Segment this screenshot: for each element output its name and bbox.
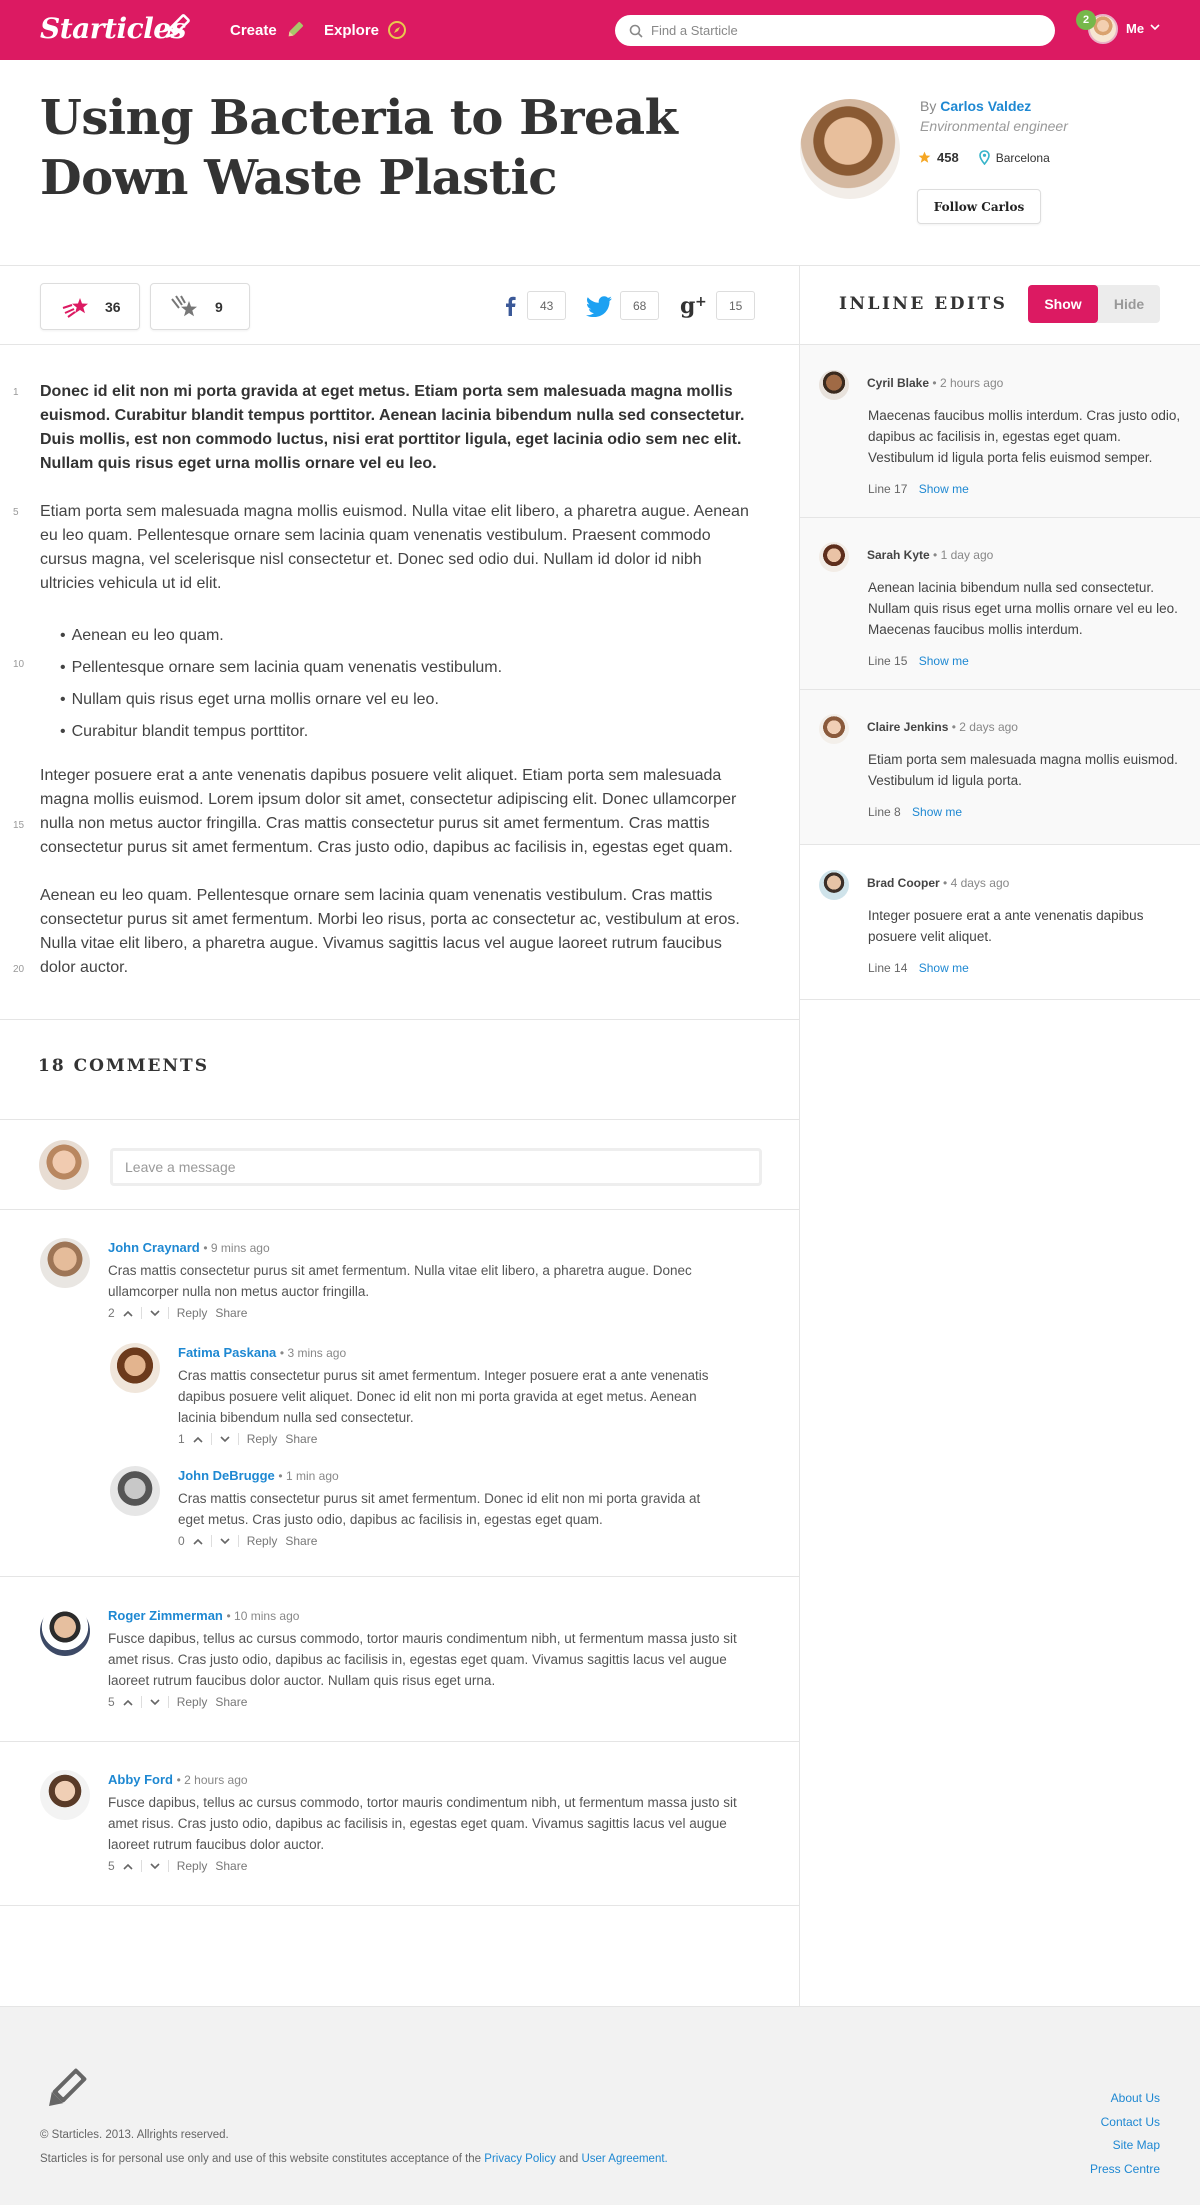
- edit-author: Brad Cooper: [867, 876, 940, 890]
- comments-heading: 18 COMMENTS: [38, 1056, 209, 1076]
- notification-badge[interactable]: 2: [1076, 10, 1096, 30]
- author-role: Environmental engineer: [920, 118, 1068, 134]
- comment-reply: John DeBrugge • 1 min ago Cras mattis consectetur purus sit amet fermentum. Donec id elit non mi porta gravida at eget metus. Cras justo odio, dapibus ac facilisis in, egestas eget quam. 0 Reply Share: [110, 1466, 730, 1551]
- avatar: [39, 1140, 89, 1190]
- facebook-count: 43: [527, 291, 566, 320]
- star-count: 36: [105, 298, 121, 315]
- edit-author: Sarah Kyte: [867, 548, 930, 562]
- comment-author-link[interactable]: John Craynard: [108, 1240, 200, 1255]
- logo[interactable]: Starticles: [40, 12, 186, 45]
- chevron-down-icon[interactable]: [150, 1699, 160, 1706]
- footer: [0, 2006, 1200, 2205]
- avatar[interactable]: [40, 1238, 90, 1288]
- facebook-icon: [501, 295, 521, 317]
- comment: John Craynard • 9 mins ago Cras mattis consectetur purus sit amet fermentum. Nulla vitae elit libero, a pharetra augue. Donec ullamcorper nulla non metus auctor fringilla. 2 Reply Share: [40, 1238, 760, 1318]
- svg-text:+: +: [695, 293, 707, 310]
- falling-star-icon: [171, 295, 201, 319]
- article-paragraph: Etiam porta sem malesuada magna mollis euismod. Nulla vitae elit libero, a pharetra augue. Aenean eu leo quam. Pellentesque ornare sem lacinia quam venenatis vestibulum. Praesent commodo cursus magna, vel scelerisque nisl consectetur et. Donec sed odio dui. Nullam id dolor id nibh ultricies vehicula ut id elit.: [40, 503, 749, 592]
- chevron-up-icon[interactable]: [193, 1538, 203, 1545]
- top-navbar: [0, 0, 1200, 60]
- avatar[interactable]: [110, 1466, 160, 1516]
- edit-line: Line 8: [868, 805, 901, 819]
- footer-link-press[interactable]: Press Centre: [1089, 2161, 1160, 2176]
- edit-time: 2 days ago: [959, 720, 1018, 734]
- comment-input[interactable]: [110, 1148, 762, 1186]
- reply-button[interactable]: Reply: [246, 1534, 278, 1548]
- user-menu[interactable]: [1076, 10, 1166, 48]
- googleplus-icon: [680, 294, 710, 318]
- facebook-share[interactable]: [501, 291, 566, 320]
- vote-count: 1: [178, 1432, 185, 1446]
- reply-button[interactable]: Reply: [246, 1432, 278, 1446]
- twitter-icon: [586, 295, 614, 317]
- inline-edit-item: Claire Jenkins • 2 days ago Etiam porta sem malesuada magna mollis euismod. Vestibulum id ligula porta. Line 8 Show me: [800, 690, 1200, 845]
- divider: [0, 1905, 800, 1906]
- avatar[interactable]: [819, 542, 849, 572]
- footer-link-about[interactable]: About Us: [1110, 2091, 1160, 2105]
- divider: [0, 1119, 800, 1120]
- comment-text: Cras mattis consectetur purus sit amet fermentum. Nulla vitae elit libero, a pharetra augue. Donec ullamcorper nulla non metus auctor fringilla.: [108, 1263, 692, 1299]
- chevron-down-icon[interactable]: [220, 1436, 230, 1443]
- comment-text: Fusce dapibus, tellus ac cursus commodo, tortor mauris condimentum nibh, ut fermentum massa justo sit amet risus. Cras justo odio, dapibus ac facilisis in, egestas eget quam. Vivamus sagittis lacus vel augue laoreet rutrum faucibus dolor auctor. Nullam quis risus eget urna.: [108, 1631, 737, 1688]
- vote-count: 5: [108, 1859, 115, 1873]
- list-item: • Pellentesque ornare sem lacinia quam venenatis vestibulum.: [60, 652, 502, 684]
- show-me-link[interactable]: Show me: [912, 805, 963, 819]
- comment-actions: [178, 1534, 317, 1548]
- footer-links: [1090, 2087, 1160, 2181]
- edit-time: 2 hours ago: [939, 376, 1004, 390]
- comment-actions: [178, 1432, 317, 1446]
- comment-reply: Fatima Paskana • 3 mins ago Cras mattis consectetur purus sit amet fermentum. Integer posuere erat a ante venenatis dapibus posuere velit aliquet. Donec id elit non mi porta gravida at eget metus. Aenean lacinia bibendum nulla sed consectetur. 1 Reply Share: [110, 1343, 730, 1448]
- article-paragraph: Aenean eu leo quam. Pellentesque ornare sem lacinia quam venenatis vestibulum. Cras mattis consectetur purus sit amet fermentum. Morbi leo risus, porta ac consectetur ac, vestibulum at eros. Nulla vitae elit libero, a pharetra augue. Vivamus sagittis lacus vel augue laoreet rutrum faucibus dolor auctor.: [40, 887, 740, 976]
- chevron-up-icon[interactable]: [123, 1699, 133, 1706]
- reply-button[interactable]: Reply: [176, 1695, 208, 1709]
- avatar[interactable]: [819, 870, 849, 900]
- list-item: • Aenean eu leo quam.: [60, 620, 502, 652]
- article-paragraph: Integer posuere erat a ante venenatis dapibus posuere velit aliquet. Etiam porta sem malesuada magna mollis euismod. Lorem ipsum dolor sit amet, consectetur adipiscing elit. Donec ullamcorper nulla non metus auctor fringilla. Cras mattis consectetur purus sit amet fermentum. Cras mattis consectetur purus sit amet fermentum. Cras justo odio, dapibus ac facilisis in, egestas eget quam.: [40, 767, 737, 856]
- comment-time: 10 mins ago: [234, 1609, 300, 1623]
- edit-time: 1 day ago: [940, 548, 994, 562]
- comment-text: Cras mattis consectetur purus sit amet fermentum. Integer posuere erat a ante venenatis dapibus posuere velit aliquet. Donec id elit non mi porta gravida at eget metus. Aenean lacinia bibendum nulla sed consectetur.: [178, 1368, 709, 1425]
- avatar[interactable]: [110, 1343, 160, 1393]
- unstar-count: 9: [215, 298, 223, 315]
- edit-text: Integer posuere erat a ante venenatis dapibus posuere velit aliquet.: [868, 908, 1144, 944]
- reply-button[interactable]: Reply: [176, 1859, 208, 1873]
- list-item: • Curabitur blandit tempus porttitor.: [60, 716, 502, 748]
- divider: [0, 1741, 800, 1742]
- comment: Abby Ford • 2 hours ago Fusce dapibus, tellus ac cursus commodo, tortor mauris condimentum nibh, ut fermentum massa justo sit amet risus. Cras justo odio, dapibus ac facilisis in, egestas eget quam. Vivamus sagittis lacus vel augue laoreet rutrum faucibus dolor auctor. 5 Reply Share: [40, 1770, 760, 1865]
- nav-create[interactable]: Create: [230, 20, 305, 40]
- footer-link-contact[interactable]: Contact Us: [1100, 2114, 1160, 2129]
- chevron-up-icon[interactable]: [193, 1436, 203, 1443]
- vote-count: 5: [108, 1695, 115, 1709]
- article-lead-paragraph: Donec id elit non mi porta gravida at eget metus. Etiam porta sem malesuada magna mollis euismod. Curabitur blandit tempus porttitor. Aenean lacinia bibendum nulla sed consectetur. Duis mollis, est non commodo luctus, nisi erat porttitor ligula, eget lacinia odio sem nec elit. Nullam quis risus eget urna mollis ornare vel eu leo.: [40, 383, 745, 472]
- avatar[interactable]: [819, 714, 849, 744]
- user-agreement-link[interactable]: User Agreement.: [581, 2153, 668, 2165]
- shooting-star-icon: [61, 296, 91, 318]
- show-button[interactable]: Show: [1028, 285, 1098, 323]
- inline-edit-item: Cyril Blake • 2 hours ago Maecenas faucibus mollis interdum. Cras justo odio, dapibus ac facilisis in, egestas eget quam. Vestibulum id ligula porta felis euismod semper. Line 17 Show me: [800, 345, 1200, 518]
- line-number: 5: [13, 507, 19, 518]
- author-byline: By Carlos Valdez: [920, 98, 1032, 114]
- unstar-button[interactable]: [150, 283, 250, 330]
- comment-actions: [108, 1859, 247, 1873]
- comment-author-link[interactable]: Abby Ford: [108, 1772, 173, 1787]
- share-button[interactable]: Share: [215, 1695, 248, 1709]
- line-number: 1: [13, 387, 19, 398]
- show-me-link[interactable]: Show me: [918, 654, 969, 668]
- twitter-share[interactable]: [586, 291, 659, 320]
- edit-line: Line 14: [868, 961, 908, 975]
- edit-text: Etiam porta sem malesuada magna mollis euismod. Vestibulum id ligula porta.: [868, 752, 1178, 788]
- avatar[interactable]: [819, 370, 849, 400]
- comment-time: 3 mins ago: [287, 1346, 347, 1360]
- star-icon: [918, 151, 931, 164]
- chevron-down-icon[interactable]: [220, 1538, 230, 1545]
- edit-author: Claire Jenkins: [867, 720, 949, 734]
- divider: [0, 1576, 800, 1577]
- author-meta: [918, 150, 1050, 165]
- googleplus-count: 15: [716, 291, 755, 320]
- star-button[interactable]: [40, 283, 140, 330]
- avatar[interactable]: [40, 1770, 90, 1820]
- divider: [0, 1209, 800, 1210]
- chevron-down-icon[interactable]: [150, 1863, 160, 1870]
- pencil-logo-icon: [40, 2063, 92, 2115]
- footer-link-sitemap[interactable]: Site Map: [1112, 2138, 1160, 2152]
- author-avatar[interactable]: [800, 99, 900, 199]
- privacy-policy-link[interactable]: Privacy Policy: [484, 2153, 556, 2165]
- googleplus-share[interactable]: [680, 291, 755, 320]
- line-number: 15: [13, 820, 25, 831]
- inline-edit-item: Brad Cooper • 4 days ago Integer posuere erat a ante venenatis dapibus posuere velit aliquet. Line 14 Show me: [800, 845, 1200, 1000]
- inline-edits-toggle: [1028, 285, 1160, 323]
- author-score: 458: [937, 150, 959, 165]
- compass-icon: [387, 20, 407, 40]
- list-item: • Nullam quis risus eget urna mollis ornare vel eu leo.: [60, 684, 502, 716]
- edit-text: Aenean lacinia bibendum nulla sed consectetur. Nullam quis risus eget urna mollis ornare vel eu leo. Maecenas faucibus mollis interdum.: [868, 580, 1178, 637]
- show-me-link[interactable]: Show me: [918, 961, 969, 975]
- inline-edit-item: Sarah Kyte • 1 day ago Aenean lacinia bibendum nulla sed consectetur. Nullam quis risus eget urna mollis ornare vel eu leo. Maecenas faucibus mollis interdum. Line 15 Show me: [800, 518, 1200, 690]
- avatar[interactable]: [40, 1606, 90, 1656]
- search-bar[interactable]: [615, 15, 1055, 46]
- comment-author-link[interactable]: John DeBrugge: [178, 1468, 275, 1483]
- hide-button[interactable]: Hide: [1098, 285, 1160, 323]
- edit-line: Line 15: [868, 654, 908, 668]
- edit-text: Maecenas faucibus mollis interdum. Cras justo odio, dapibus ac facilisis in, egestas eget quam. Vestibulum id ligula porta felis euismod semper.: [868, 408, 1181, 465]
- share-button[interactable]: Share: [285, 1534, 318, 1548]
- author-location: Barcelona: [995, 150, 1050, 165]
- comment-text: Cras mattis consectetur purus sit amet fermentum. Donec id elit non mi porta gravida at eget metus. Cras justo odio, dapibus ac facilisis in, egestas eget quam.: [178, 1491, 701, 1527]
- inline-edits-heading: INLINE EDITS: [839, 294, 1008, 314]
- nav-explore[interactable]: Explore: [324, 20, 407, 40]
- pencil-icon: [285, 20, 305, 40]
- comment-text: Fusce dapibus, tellus ac cursus commodo, tortor mauris condimentum nibh, ut fermentum massa justo sit amet risus. Cras justo odio, dapibus ac facilisis in, egestas eget quam. Vivamus sagittis lacus vel augue laoreet rutrum faucibus dolor auctor.: [108, 1795, 737, 1852]
- user-menu-label: Me: [1126, 21, 1145, 36]
- search-icon: [629, 24, 643, 38]
- line-number: 10: [13, 659, 25, 670]
- comment-author-link[interactable]: Fatima Paskana: [178, 1345, 277, 1360]
- article-bullet-list: [60, 620, 502, 748]
- edit-time: 4 days ago: [950, 876, 1010, 890]
- share-button[interactable]: Share: [285, 1432, 318, 1446]
- page-title: Using Bacteria to Break Down Waste Plastic: [40, 90, 678, 206]
- show-me-link[interactable]: Show me: [918, 482, 969, 496]
- vote-count: 0: [178, 1534, 185, 1548]
- vote-count: 2: [108, 1306, 115, 1320]
- follow-button[interactable]: Follow Carlos: [917, 189, 1041, 224]
- author-name-link[interactable]: Carlos Valdez: [940, 98, 1032, 114]
- comment-author-link[interactable]: Roger Zimmerman: [108, 1608, 223, 1623]
- edit-line: Line 17: [868, 482, 908, 496]
- share-button[interactable]: Share: [215, 1859, 248, 1873]
- location-pin-icon: [979, 150, 990, 165]
- chevron-down-icon[interactable]: [150, 1310, 160, 1317]
- divider: [0, 265, 1200, 266]
- comment-time: 2 hours ago: [184, 1773, 248, 1787]
- share-button[interactable]: Share: [215, 1306, 248, 1320]
- chevron-down-icon: [1150, 23, 1160, 31]
- twitter-count: 68: [620, 291, 659, 320]
- comment-actions: [108, 1306, 247, 1320]
- legal-notice: Starticles is for personal use only and use of this website constitutes acceptance of the Privacy Policy and User Agreement.: [40, 2153, 668, 2165]
- pencil-logo-icon: [162, 12, 192, 42]
- svg-text:g: g: [680, 293, 696, 318]
- chevron-up-icon[interactable]: [123, 1863, 133, 1870]
- reply-button[interactable]: Reply: [176, 1306, 208, 1320]
- line-number: 20: [13, 964, 25, 975]
- comment-time: 9 mins ago: [210, 1241, 270, 1255]
- search-input[interactable]: [651, 23, 1031, 38]
- chevron-up-icon[interactable]: [123, 1310, 133, 1317]
- edit-author: Cyril Blake: [867, 376, 930, 390]
- copyright: © Starticles. 2013. Allrights reserved.: [40, 2129, 229, 2141]
- comment-actions: [108, 1695, 247, 1709]
- divider: [0, 1019, 800, 1020]
- comment-time: 1 min ago: [285, 1469, 339, 1483]
- comment: Roger Zimmerman • 10 mins ago Fusce dapibus, tellus ac cursus commodo, tortor mauris condimentum nibh, ut fermentum massa justo sit amet risus. Cras justo odio, dapibus ac facilisis in, egestas eget quam. Vivamus sagittis lacus vel augue laoreet rutrum faucibus dolor auctor. Nullam quis risus eget urna. 5 Reply Share: [40, 1606, 760, 1701]
